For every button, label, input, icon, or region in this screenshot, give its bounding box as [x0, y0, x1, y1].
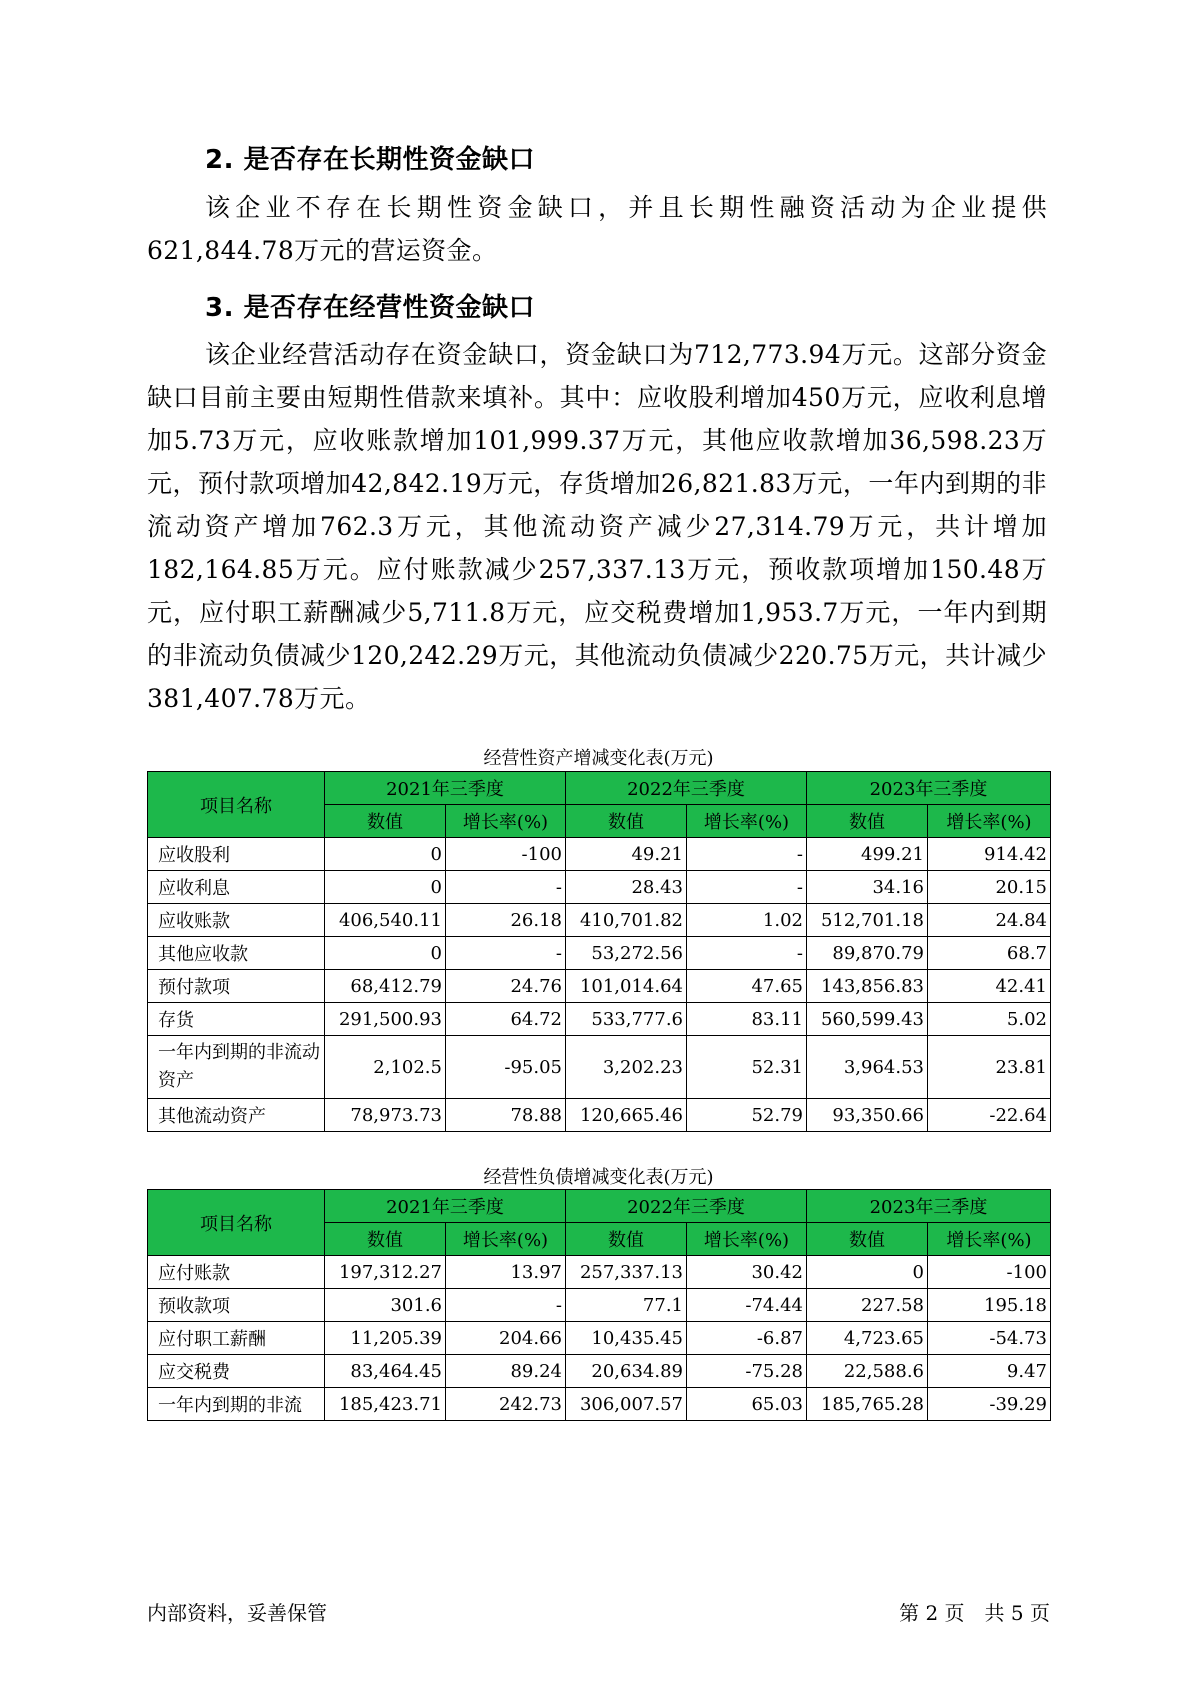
value-cell: 4,723.65 — [807, 1322, 928, 1355]
period-header: 2022年三季度 — [566, 1190, 807, 1223]
table-row — [148, 1322, 1051, 1355]
value-cell: 78,973.73 — [325, 1099, 446, 1132]
value-cell: 0 — [807, 1256, 928, 1289]
growth-rate-cell: 242.73 — [446, 1388, 566, 1421]
growth-rate-cell: 68.7 — [928, 937, 1051, 970]
growth-rate-cell: -100 — [928, 1256, 1051, 1289]
value-cell: 101,014.64 — [566, 970, 687, 1003]
value-cell: 93,350.66 — [807, 1099, 928, 1132]
row-label: 其他应收款 — [148, 937, 325, 970]
row-label: 预收款项 — [148, 1289, 325, 1322]
growth-column-header: 增长率(%) — [687, 1223, 807, 1256]
growth-column-header: 增长率(%) — [928, 805, 1051, 838]
row-label: 预付款项 — [148, 970, 325, 1003]
growth-rate-cell: 83.11 — [687, 1003, 807, 1036]
table-row — [148, 1289, 1051, 1322]
row-label: 应收利息 — [148, 871, 325, 904]
name-column-header: 项目名称 — [148, 1190, 325, 1256]
period-header: 2023年三季度 — [807, 1190, 1051, 1223]
value-cell: 28.43 — [566, 871, 687, 904]
asset-table-caption: 经营性资产增减变化表(万元) — [483, 748, 714, 769]
row-label: 应交税费 — [148, 1355, 325, 1388]
growth-rate-cell: - — [687, 937, 807, 970]
growth-column-header: 增长率(%) — [687, 805, 807, 838]
liability-change-table — [147, 1189, 1051, 1421]
growth-rate-cell: 52.31 — [687, 1036, 807, 1099]
value-cell: 227.58 — [807, 1289, 928, 1322]
growth-rate-cell: 9.47 — [928, 1355, 1051, 1388]
growth-rate-cell: - — [446, 1289, 566, 1322]
growth-rate-cell: -75.28 — [687, 1355, 807, 1388]
growth-column-header: 增长率(%) — [446, 805, 566, 838]
table-row — [148, 1036, 1051, 1099]
growth-rate-cell: 64.72 — [446, 1003, 566, 1036]
value-cell: 533,777.6 — [566, 1003, 687, 1036]
value-cell: 0 — [325, 937, 446, 970]
growth-rate-cell: 65.03 — [687, 1388, 807, 1421]
value-column-header: 数值 — [566, 805, 687, 838]
value-cell: 306,007.57 — [566, 1388, 687, 1421]
growth-rate-cell: 1.02 — [687, 904, 807, 937]
row-label: 应付职工薪酬 — [148, 1322, 325, 1355]
table-row — [148, 1003, 1051, 1036]
value-cell: 49.21 — [566, 838, 687, 871]
growth-rate-cell: 914.42 — [928, 838, 1051, 871]
growth-rate-cell: 78.88 — [446, 1099, 566, 1132]
value-cell: 11,205.39 — [325, 1322, 446, 1355]
growth-rate-cell: -74.44 — [687, 1289, 807, 1322]
value-cell: 68,412.79 — [325, 970, 446, 1003]
value-cell: 410,701.82 — [566, 904, 687, 937]
row-label: 一年内到期的非流动资产 — [148, 1036, 325, 1099]
value-cell: 10,435.45 — [566, 1322, 687, 1355]
row-label: 应付账款 — [148, 1256, 325, 1289]
total-pages: 5 — [1010, 1601, 1024, 1625]
value-cell: 22,588.6 — [807, 1355, 928, 1388]
footer-page-number — [899, 1597, 1050, 1626]
growth-column-header: 增长率(%) — [446, 1223, 566, 1256]
liability-table-caption: 经营性负债增减变化表(万元) — [483, 1167, 714, 1188]
growth-rate-cell: 24.76 — [446, 970, 566, 1003]
growth-rate-cell: 204.66 — [446, 1322, 566, 1355]
value-cell: 120,665.46 — [566, 1099, 687, 1132]
page-prefix: 第 — [899, 1601, 920, 1625]
growth-rate-cell: 52.79 — [687, 1099, 807, 1132]
value-cell: 512,701.18 — [807, 904, 928, 937]
value-cell: 301.6 — [325, 1289, 446, 1322]
growth-rate-cell: 5.02 — [928, 1003, 1051, 1036]
growth-rate-cell: - — [687, 871, 807, 904]
value-cell: 143,856.83 — [807, 970, 928, 1003]
value-cell: 83,464.45 — [325, 1355, 446, 1388]
value-cell: 0 — [325, 871, 446, 904]
table-row — [148, 970, 1051, 1003]
value-column-header: 数值 — [566, 1223, 687, 1256]
value-column-header: 数值 — [807, 805, 928, 838]
row-label: 应收账款 — [148, 904, 325, 937]
row-label: 其他流动资产 — [148, 1099, 325, 1132]
growth-rate-cell: -95.05 — [446, 1036, 566, 1099]
table-row — [148, 1355, 1051, 1388]
page-suffix: 页 — [1030, 1601, 1050, 1625]
value-cell: 89,870.79 — [807, 937, 928, 970]
value-cell: 53,272.56 — [566, 937, 687, 970]
period-header: 2021年三季度 — [325, 1190, 566, 1223]
page-mid: 页 共 — [944, 1601, 1005, 1625]
value-cell: 3,964.53 — [807, 1036, 928, 1099]
value-cell: 291,500.93 — [325, 1003, 446, 1036]
growth-rate-cell: 30.42 — [687, 1256, 807, 1289]
section-2-paragraph: 该企业不存在长期性资金缺口，并且长期性融资活动为企业提供621,844.78万元的营运资金。 — [147, 193, 1047, 265]
current-page: 2 — [925, 1601, 939, 1625]
row-label: 存货 — [148, 1003, 325, 1036]
growth-rate-cell: 23.81 — [928, 1036, 1051, 1099]
growth-rate-cell: 89.24 — [446, 1355, 566, 1388]
growth-rate-cell: -22.64 — [928, 1099, 1051, 1132]
growth-rate-cell: -100 — [446, 838, 566, 871]
value-cell: 185,423.71 — [325, 1388, 446, 1421]
table-row — [148, 904, 1051, 937]
table-row — [148, 838, 1051, 871]
growth-rate-cell: 20.15 — [928, 871, 1051, 904]
value-column-header: 数值 — [325, 1223, 446, 1256]
section-3-heading: 3. 是否存在经营性资金缺口 — [205, 293, 536, 323]
table-row — [148, 1099, 1051, 1132]
table-row — [148, 1388, 1051, 1421]
value-cell: 406,540.11 — [325, 904, 446, 937]
value-column-header: 数值 — [807, 1223, 928, 1256]
table-row — [148, 937, 1051, 970]
value-column-header: 数值 — [325, 805, 446, 838]
section-2-heading: 2. 是否存在长期性资金缺口 — [205, 145, 536, 175]
growth-rate-cell: - — [687, 838, 807, 871]
section-3-paragraph: 该企业经营活动存在资金缺口，资金缺口为712,773.94万元。这部分资金缺口目前主要由短期性借款来填补。其中：应收股利增加450万元，应收利息增加5.73万元，应收账款增加101,999.37万元，其他应收款增加36,598.23万元，预付款项增加42,842.19万元，存货增加26,821.83万元，一年内到期的非流动资产增加762.3万元，其他流动资产减少27,314.79万元，共计增加182,164.85万元。应付账款减少257,337.13万元，预收款项增加150.48万元，应付职工薪酬减少5,711.8万元，应交税费增加1,953.7万元，一年内到期的非流动负债减少120,242.29万元，其他流动负债减少220.75万元，共计减少381,407.78万元。 — [147, 340, 1047, 713]
growth-rate-cell: -6.87 — [687, 1322, 807, 1355]
growth-rate-cell: -39.29 — [928, 1388, 1051, 1421]
row-label: 一年内到期的非流 — [148, 1388, 325, 1421]
name-column-header: 项目名称 — [148, 772, 325, 838]
value-cell: 3,202.23 — [566, 1036, 687, 1099]
asset-change-table — [147, 771, 1051, 1132]
value-cell: 2,102.5 — [325, 1036, 446, 1099]
growth-rate-cell: 26.18 — [446, 904, 566, 937]
period-header: 2022年三季度 — [566, 772, 807, 805]
growth-column-header: 增长率(%) — [928, 1223, 1051, 1256]
value-cell: 20,634.89 — [566, 1355, 687, 1388]
growth-rate-cell: - — [446, 871, 566, 904]
value-cell: 197,312.27 — [325, 1256, 446, 1289]
value-cell: 499.21 — [807, 838, 928, 871]
table-row — [148, 871, 1051, 904]
growth-rate-cell: 47.65 — [687, 970, 807, 1003]
value-cell: 0 — [325, 838, 446, 871]
value-cell: 77.1 — [566, 1289, 687, 1322]
growth-rate-cell: 24.84 — [928, 904, 1051, 937]
growth-rate-cell: 42.41 — [928, 970, 1051, 1003]
growth-rate-cell: - — [446, 937, 566, 970]
value-cell: 185,765.28 — [807, 1388, 928, 1421]
value-cell: 257,337.13 — [566, 1256, 687, 1289]
row-label: 应收股利 — [148, 838, 325, 871]
growth-rate-cell: -54.73 — [928, 1322, 1051, 1355]
growth-rate-cell: 195.18 — [928, 1289, 1051, 1322]
period-header: 2021年三季度 — [325, 772, 566, 805]
value-cell: 560,599.43 — [807, 1003, 928, 1036]
footer-confidential-note: 内部资料，妥善保管 — [147, 1601, 327, 1625]
table-row — [148, 1256, 1051, 1289]
growth-rate-cell: 13.97 — [446, 1256, 566, 1289]
value-cell: 34.16 — [807, 871, 928, 904]
period-header: 2023年三季度 — [807, 772, 1051, 805]
